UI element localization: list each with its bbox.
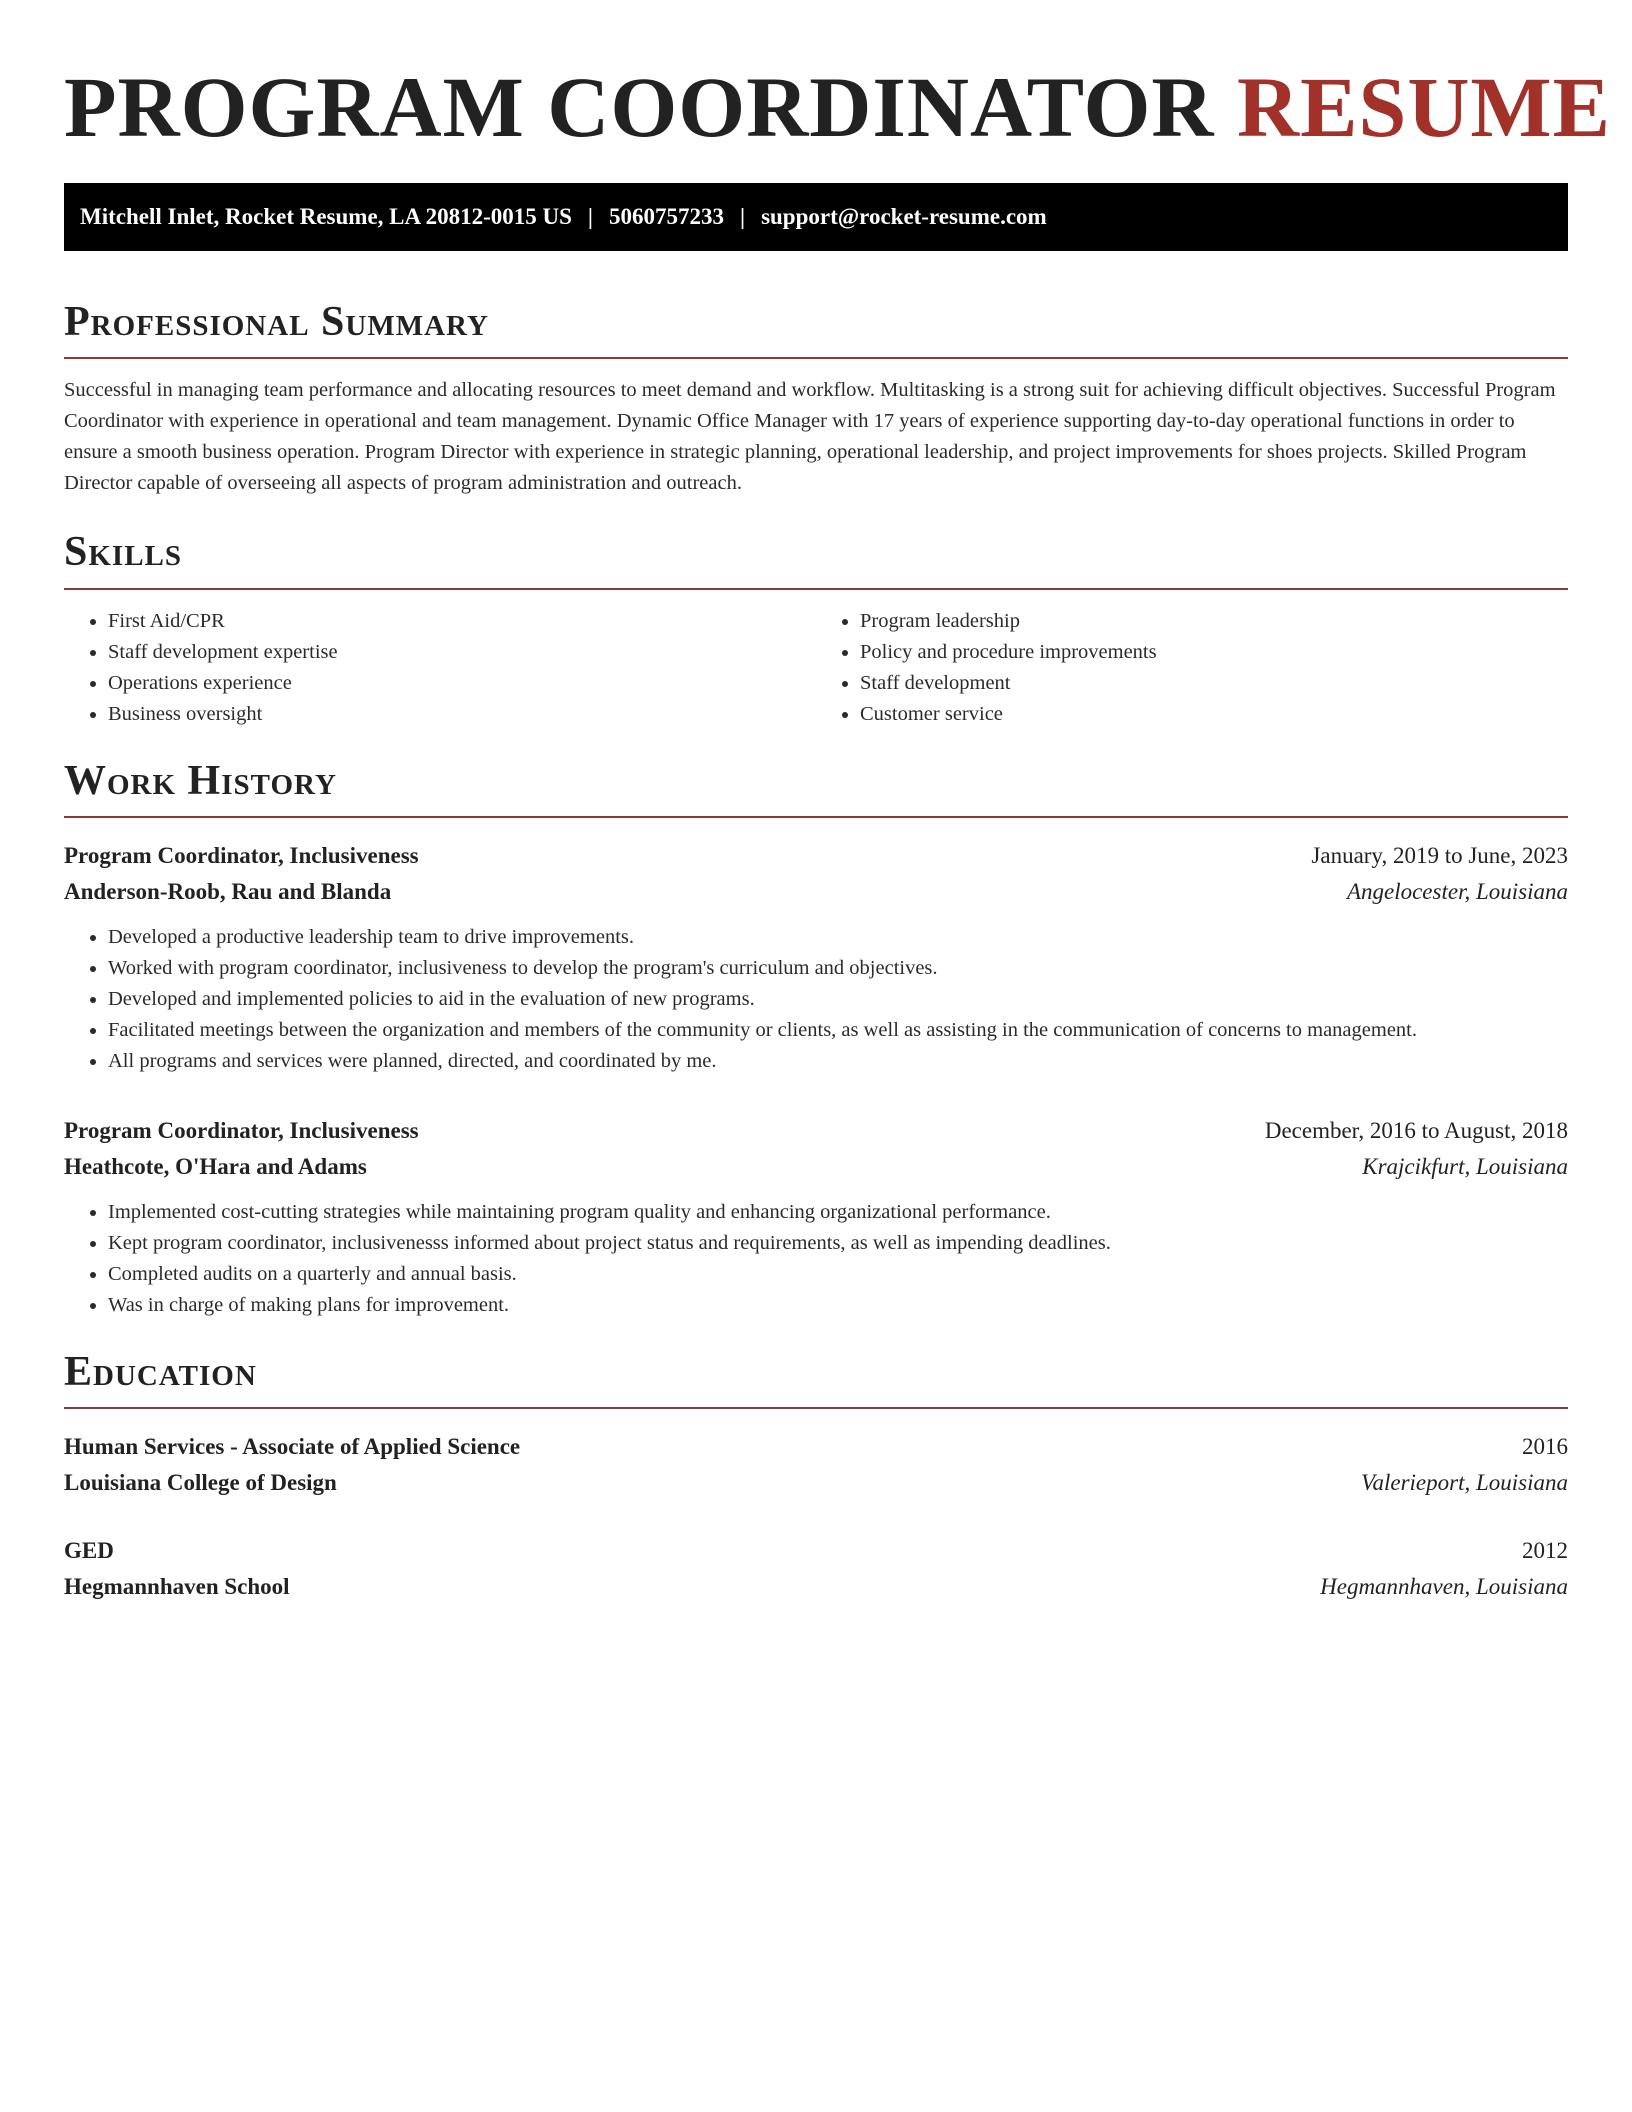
education-school-row [64, 1465, 1568, 1501]
education-entry [64, 1533, 1568, 1605]
skill-item: • First Aid/CPR [108, 606, 816, 637]
section-heading-skills: Skills [64, 529, 1568, 589]
education-degree-row [64, 1429, 1568, 1465]
job-bullet: • Implemented cost-cutting strategies while maintaining program quality and enhancing organizational performance. [108, 1197, 1568, 1228]
job-bullet: • Completed audits on a quarterly and annual basis. [108, 1259, 1568, 1290]
skill-item: • Operations experience [108, 668, 816, 699]
section-heading-education: Education [64, 1349, 1568, 1409]
skills-list [64, 606, 1568, 730]
contact-email[interactable]: support@rocket-resume.com [761, 204, 1047, 230]
education-degree-row [64, 1533, 1568, 1569]
skill-item: • Staff development [860, 668, 1568, 699]
job-bullet: • All programs and services were planned, directed, and coordinated by me. [108, 1046, 1568, 1077]
job-company: Heathcote, O'Hara and Adams [64, 1153, 367, 1179]
job-bullet: • Facilitated meetings between the organization and members of the community or clients, as well as assisting in the communication of concerns to management. [108, 1015, 1568, 1046]
summary-section [64, 299, 1568, 499]
skills-column-left [64, 606, 816, 730]
job-dates: December, 2016 to August, 2018 [1264, 1117, 1568, 1143]
title-accent: RESUME [1237, 59, 1611, 155]
education-section [64, 1349, 1568, 1605]
title-main: PROGRAM COORDINATOR [64, 59, 1215, 155]
education-year: 2012 [1522, 1537, 1568, 1563]
job-location: Krajcikfurt, Louisiana [1362, 1153, 1568, 1179]
job-bullet: • Kept program coordinator, inclusivenesss informed about project status and requirements, as well as impending deadlines. [108, 1228, 1568, 1259]
skill-item: • Customer service [860, 699, 1568, 730]
skill-item: • Policy and procedure improvements [860, 637, 1568, 668]
job-bullets [64, 922, 1568, 1077]
contact-separator: | [739, 204, 746, 230]
job-company-row [64, 1149, 1568, 1185]
summary-text: Successful in managing team performance and allocating resources to meet demand and workflow. Multitasking is a strong suit for achieving difficult objectives. Successful Program Coordinator with experience in operational and team management. Dynamic Office Manager with 17 years of experience supporting day-to-day operational functions in order to ensure a smooth business operation. Program Director with experience in strategic planning, operational leadership, and project improvements for shoes projects. Skilled Program Director capable of overseeing all aspects of program administration and outreach. [64, 379, 1556, 495]
work-history-section [64, 758, 1568, 1321]
education-year: 2016 [1522, 1433, 1568, 1459]
job-bullet: • Worked with program coordinator, inclusiveness to develop the program's curriculum and objectives. [108, 953, 1568, 984]
skills-column-right [816, 606, 1568, 730]
contact-phone[interactable]: 5060757233 [608, 204, 724, 230]
job-bullet: • Developed and implemented policies to aid in the evaluation of new programs. [108, 984, 1568, 1015]
contact-separator: | [587, 204, 593, 230]
job-bullet: • Developed a productive leadership team to drive improvements. [108, 922, 1568, 953]
education-school-row [64, 1569, 1568, 1605]
education-degree: Human Services - Associate of Applied Science [64, 1433, 521, 1459]
education-school: Louisiana College of Design [64, 1469, 337, 1495]
skill-item: • Business oversight [108, 699, 816, 730]
job-company-row [64, 874, 1568, 910]
job-location: Angelocester, Louisiana [1346, 878, 1568, 904]
job-entry [64, 838, 1568, 1077]
job-bullets [64, 1197, 1568, 1321]
section-heading-work-history: Work History [64, 758, 1568, 818]
job-entry [64, 1113, 1568, 1321]
education-school: Hegmannhaven School [64, 1573, 290, 1599]
job-header-row [64, 838, 1568, 874]
section-heading-summary: Professional Summary [64, 299, 1568, 359]
education-location: Hegmannhaven, Louisiana [1320, 1573, 1568, 1599]
resume-title [64, 56, 1611, 159]
skill-item: • Staff development expertise [108, 637, 816, 668]
job-bullet: • Was in charge of making plans for improvement. [108, 1290, 1568, 1321]
contact-bar [64, 183, 1568, 251]
skills-section [64, 529, 1568, 729]
education-degree: GED [64, 1537, 114, 1563]
job-dates: January, 2019 to June, 2023 [1311, 842, 1568, 868]
job-header-row [64, 1113, 1568, 1149]
skill-item: • Program leadership [860, 606, 1568, 637]
job-company: Anderson-Roob, Rau and Blanda [64, 878, 392, 904]
job-title: Program Coordinator, Inclusiveness [64, 1117, 419, 1143]
education-entry [64, 1429, 1568, 1501]
education-location: Valerieport, Louisiana [1360, 1469, 1568, 1495]
contact-address: Mitchell Inlet, Rocket Resume, LA 20812-0015 US [80, 204, 572, 230]
job-title: Program Coordinator, Inclusiveness [64, 842, 419, 868]
